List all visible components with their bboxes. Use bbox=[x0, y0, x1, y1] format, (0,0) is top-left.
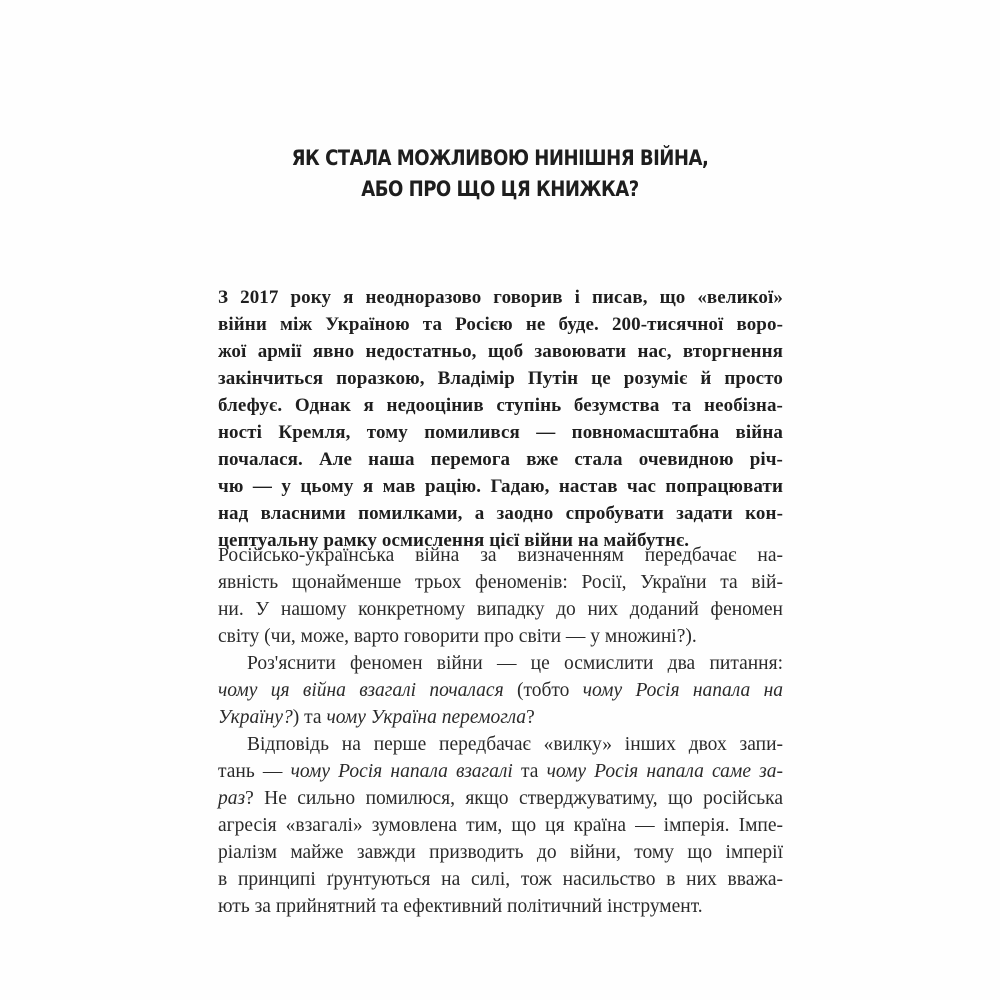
italic-phrase: чому Росія напала на bbox=[582, 680, 783, 701]
intro-line: ності Кремля, тому помилився — повномасштабна війна bbox=[218, 422, 783, 443]
italic-phrase: чому Україна перемогла bbox=[326, 707, 527, 728]
intro-line: З 2017 року я неодноразово говорив і писав, що «великої» bbox=[218, 287, 783, 308]
paragraph-answer bbox=[218, 731, 783, 920]
intro-line: блефує. Однак я недооцінив ступінь безумства та необізна- bbox=[218, 395, 783, 416]
intro-line: закінчиться поразкою, Владімір Путін це розуміє й просто bbox=[218, 368, 783, 389]
body-line bbox=[218, 785, 783, 812]
body-line: в принципі ґрунтуються на силі, тож насильство в них вважа- bbox=[218, 869, 783, 890]
body-line: Відповідь на перше передбачає «вилку» інших двох запи- bbox=[247, 734, 783, 755]
italic-phrase: чому Росія напала саме за- bbox=[546, 761, 783, 782]
body-line: агресія «взагалі» зумовлена тим, що ця країна — імперія. Імпе- bbox=[218, 815, 783, 836]
body-line: світу (чи, може, варто говорити про світи — у множині?). bbox=[218, 626, 697, 647]
body-line: явність щонайменше трьох феноменів: Росії, України та вій- bbox=[218, 572, 783, 593]
italic-phrase: Україну? bbox=[218, 707, 293, 728]
intro-line: чю — у цьому я мав рацію. Гадаю, настав час попрацювати bbox=[218, 476, 783, 497]
body-line: Роз'яснити феномен війни — це осмислити два питання: bbox=[247, 653, 783, 674]
paragraph-questions bbox=[218, 650, 783, 731]
chapter-title-line-2: АБО ПРО ЩО ЦЯ КНИЖКА? bbox=[361, 177, 639, 201]
text-run: ) та bbox=[292, 707, 327, 728]
body-line bbox=[218, 704, 783, 731]
italic-phrase: чому Росія напала взагалі bbox=[290, 761, 513, 782]
body-line: ни. У нашому конкретному випадку до них доданий феномен bbox=[218, 599, 783, 620]
intro-line: війни між Україною та Росією не буде. 200-тисячної воро- bbox=[218, 314, 783, 335]
intro-line: над власними помилками, а заодно спробувати задати кон- bbox=[218, 503, 783, 524]
body-line: ріалізм майже завжди призводить до війни, тому що імперії bbox=[218, 842, 783, 863]
chapter-title-line-1: ЯК СТАЛА МОЖЛИВОЮ НИНІШНЯ ВІЙНА, bbox=[291, 146, 709, 170]
text-run: (тобто bbox=[503, 680, 583, 701]
text-run: та bbox=[512, 761, 547, 782]
chapter-title bbox=[70, 143, 930, 205]
intro-line: почалася. Але наша перемога вже стала очевидною річ- bbox=[218, 449, 783, 470]
body-line: Російсько-українська війна за визначенням передбачає на- bbox=[218, 545, 783, 566]
body-line bbox=[218, 677, 783, 704]
paragraph-phenomena bbox=[218, 542, 783, 650]
intro-line: цептуальну рамку осмислення цієї війни на майбутнє. bbox=[218, 530, 690, 551]
text-run: тань — bbox=[218, 761, 291, 782]
intro-paragraph bbox=[218, 284, 783, 554]
italic-phrase: чому ця війна взагалі почалася bbox=[218, 680, 504, 701]
italic-phrase: раз bbox=[218, 788, 246, 809]
body-line bbox=[218, 758, 783, 785]
body-text bbox=[218, 542, 783, 920]
text-run: ? bbox=[526, 707, 535, 728]
intro-line: жої армії явно недостатньо, щоб завоювати нас, вторгнення bbox=[218, 341, 783, 362]
body-line: ють за прийнятний та ефективний політичний інструмент. bbox=[218, 896, 703, 917]
text-run: ? Не сильно помилюся, якщо стверджуватиму, що російська bbox=[245, 788, 783, 809]
